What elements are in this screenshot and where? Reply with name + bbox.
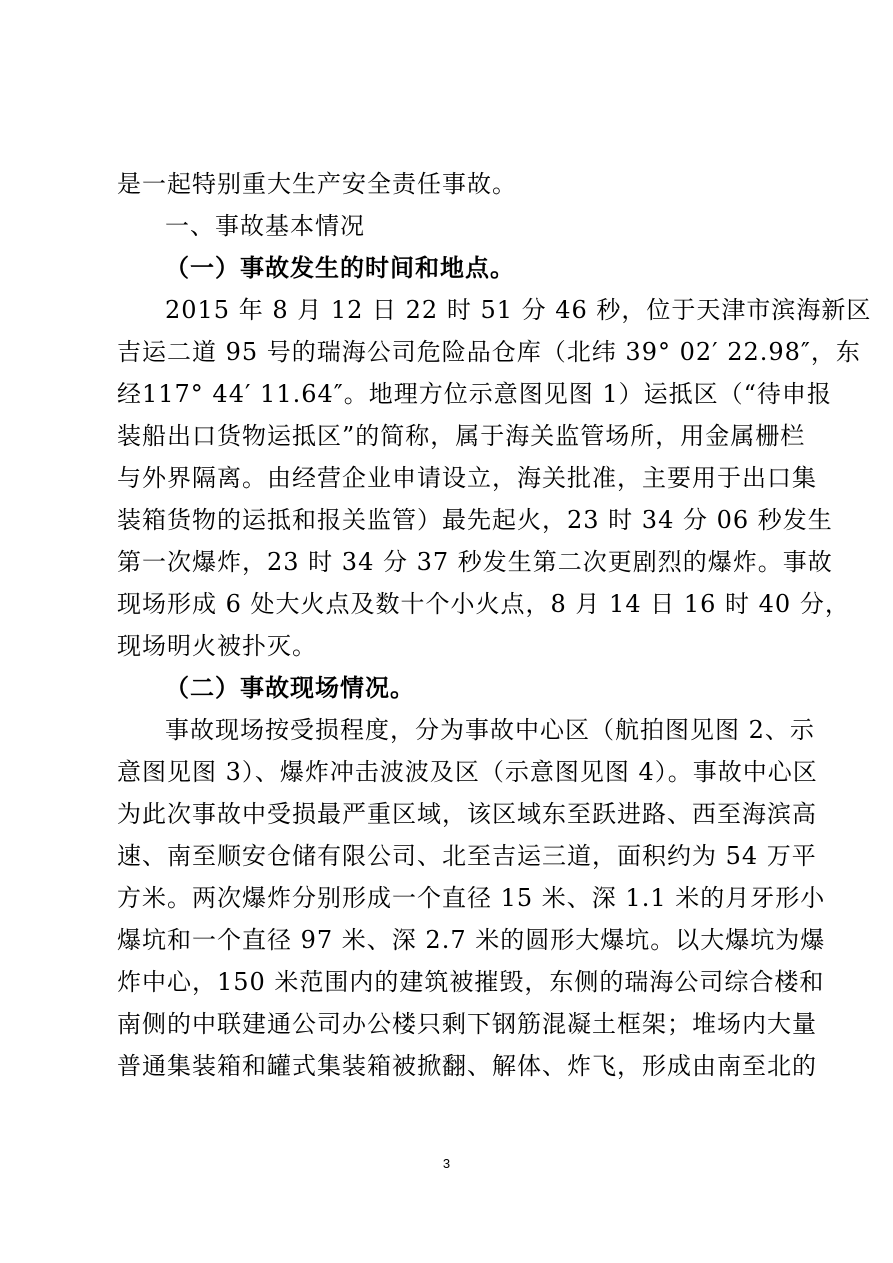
section-heading: 一、事故基本情况: [165, 212, 365, 240]
text-line: 2015 年 8 月 12 日 22 时 51 分 46 秒，位于天津市滨海新区: [165, 296, 872, 324]
text-line: 装船出口货物运抵区”的简称，属于海关监管场所，用金属栅栏: [117, 422, 806, 450]
text-line: 第一次爆炸，23 时 34 分 37 秒发生第二次更剧烈的爆炸。事故: [117, 548, 833, 576]
text-line: 炸中心，150 米范围内的建筑被摧毁，东侧的瑞海公司综合楼和: [117, 968, 825, 996]
body-text: [117, 163, 872, 1087]
page-number: 3: [442, 1156, 451, 1171]
text-line: 爆坑和一个直径 97 米、深 2.7 米的圆形大爆坑。以大爆坑为爆: [117, 926, 826, 954]
text-line: 事故现场按受损程度，分为事故中心区（航拍图见图 2、示: [165, 716, 815, 744]
text-line: 经117° 44′ 11.64″。地理方位示意图见图 1）运抵区（“待申报: [117, 380, 832, 408]
text-line: 现场形成 6 处大火点及数十个小火点，8 月 14 日 16 时 40 分，: [117, 590, 850, 618]
text-line: 现场明火被扑灭。: [117, 632, 317, 660]
text-line: 为此次事故中受损最严重区域，该区域东至跃进路、西至海滨高: [117, 800, 817, 828]
text-line: 是一起特别重大生产安全责任事故。: [117, 170, 517, 198]
text-line: 方米。两次爆炸分别形成一个直径 15 米、深 1.1 米的月牙形小: [117, 884, 826, 912]
subsection-heading: （二）事故现场情况。: [165, 673, 415, 702]
text-line: 吉运二道 95 号的瑞海公司危险品仓库（北纬 39° 02′ 22.98″，东: [117, 338, 861, 366]
subsection-heading: （一）事故发生的时间和地点。: [165, 253, 515, 282]
text-line: 速、南至顺安仓储有限公司、北至吉运三道，面积约为 54 万平: [117, 842, 817, 870]
text-line: 装箱货物的运抵和报关监管）最先起火，23 时 34 分 06 秒发生: [117, 506, 833, 534]
text-line: 南侧的中联建通公司办公楼只剩下钢筋混凝土框架；堆场内大量: [117, 1010, 817, 1038]
text-line: 与外界隔离。由经营企业申请设立，海关批准，主要用于出口集: [117, 464, 817, 492]
text-line: 普通集装箱和罐式集装箱被掀翻、解体、炸飞，形成由南至北的: [117, 1052, 817, 1080]
text-line: 意图见图 3）、爆炸冲击波波及区（示意图见图 4）。事故中心区: [117, 758, 818, 786]
